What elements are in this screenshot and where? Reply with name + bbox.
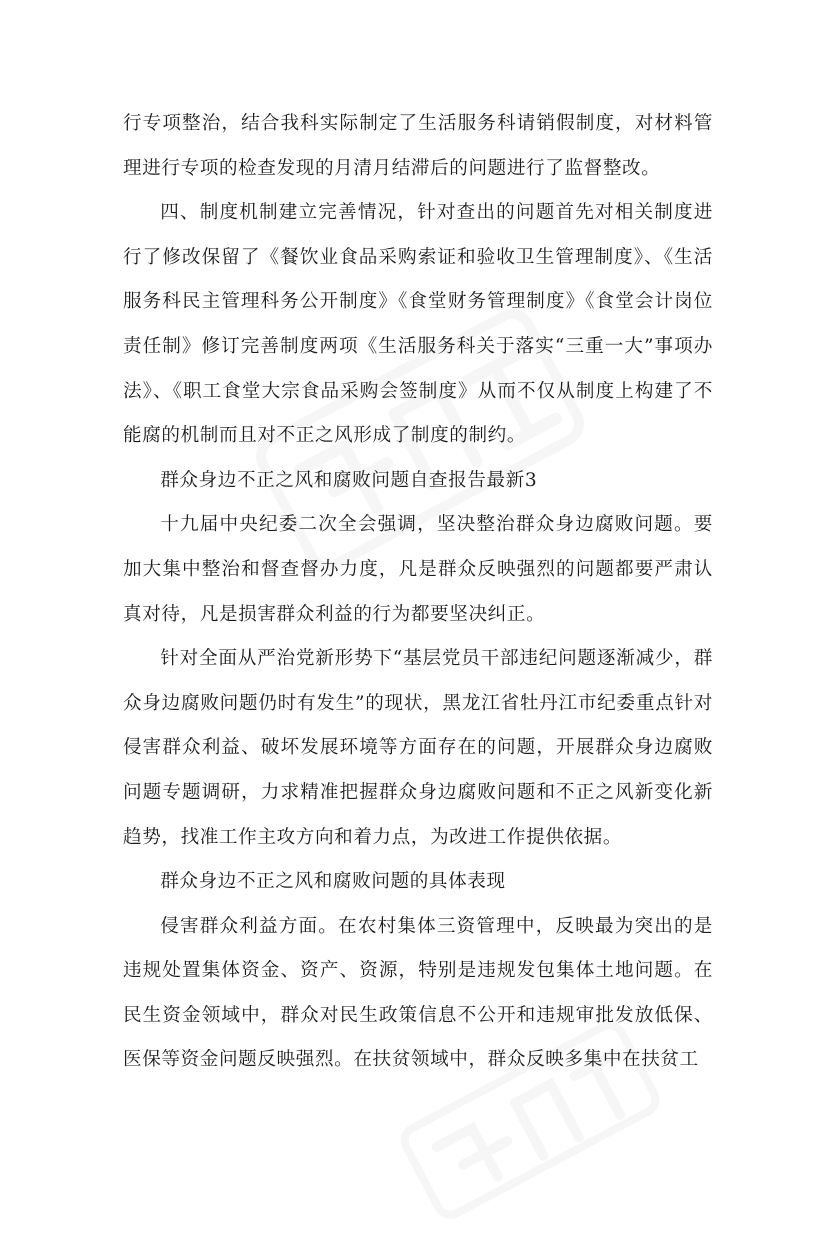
- paragraph-infringement: 侵害群众利益方面。在农村集体三资管理中，反映最为突出的是违规处置集体资金、资产、资源，特别是违规发包集体土地问题。在民生资金领域中，群众对民生政策信息不公开和违规审批发放低保、医保等资金问题反映强烈。在扶贫领域中，群众反映多集中在扶贫工: [123, 915, 713, 1071]
- section-heading-manifestations: 群众身边不正之风和腐败问题的具体表现: [160, 871, 506, 893]
- paragraph-continuation: 行专项整治，结合我科实际制定了生活服务科请销假制度，对材料管理进行专项的检查发现的月清月结滞后的问题进行了监督整改。: [123, 113, 713, 179]
- paragraph-research: 针对全面从严治党新形势下“基层党员干部违纪问题逐渐减少，群众身边腐败问题仍时有发生”的现状，黑龙江省牡丹江市纪委重点针对侵害群众利益、破坏发展环境等方面存在的问题，开展群众身边腐败问题专题调研，力求精准把握群众身边腐败问题和不正之风新变化新趋势，找准工作主攻方向和着力点，为改进工作提供依据。: [123, 648, 713, 848]
- section-heading-report-3: 群众身边不正之风和腐败问题自查报告最新3: [160, 469, 538, 491]
- paragraph-system-improvement: 四、制度机制建立完善情况，针对查出的问题首先对相关制度进行了修改保留了《餐饮业食品采购索证和验收卫生管理制度》、《生活服务科民主管理科务公开制度》《食堂财务管理制度》《食堂会计岗位责任制》修订完善制度两项《生活服务科关于落实“三重一大”事项办法》、《职工食堂大宗食品采购会签制度》从而不仅从制度上构建了不能腐的机制而且对不正之风形成了制度的制约。: [123, 202, 713, 447]
- paragraph-central-commission: 十九届中央纪委二次全会强调，坚决整治群众身边腐败问题。要加大集中整治和督查督办力度，凡是群众反映强烈的问题都要严肃认真对待，凡是损害群众利益的行为都要坚决纠正。: [123, 514, 713, 625]
- document-body: [123, 102, 713, 1083]
